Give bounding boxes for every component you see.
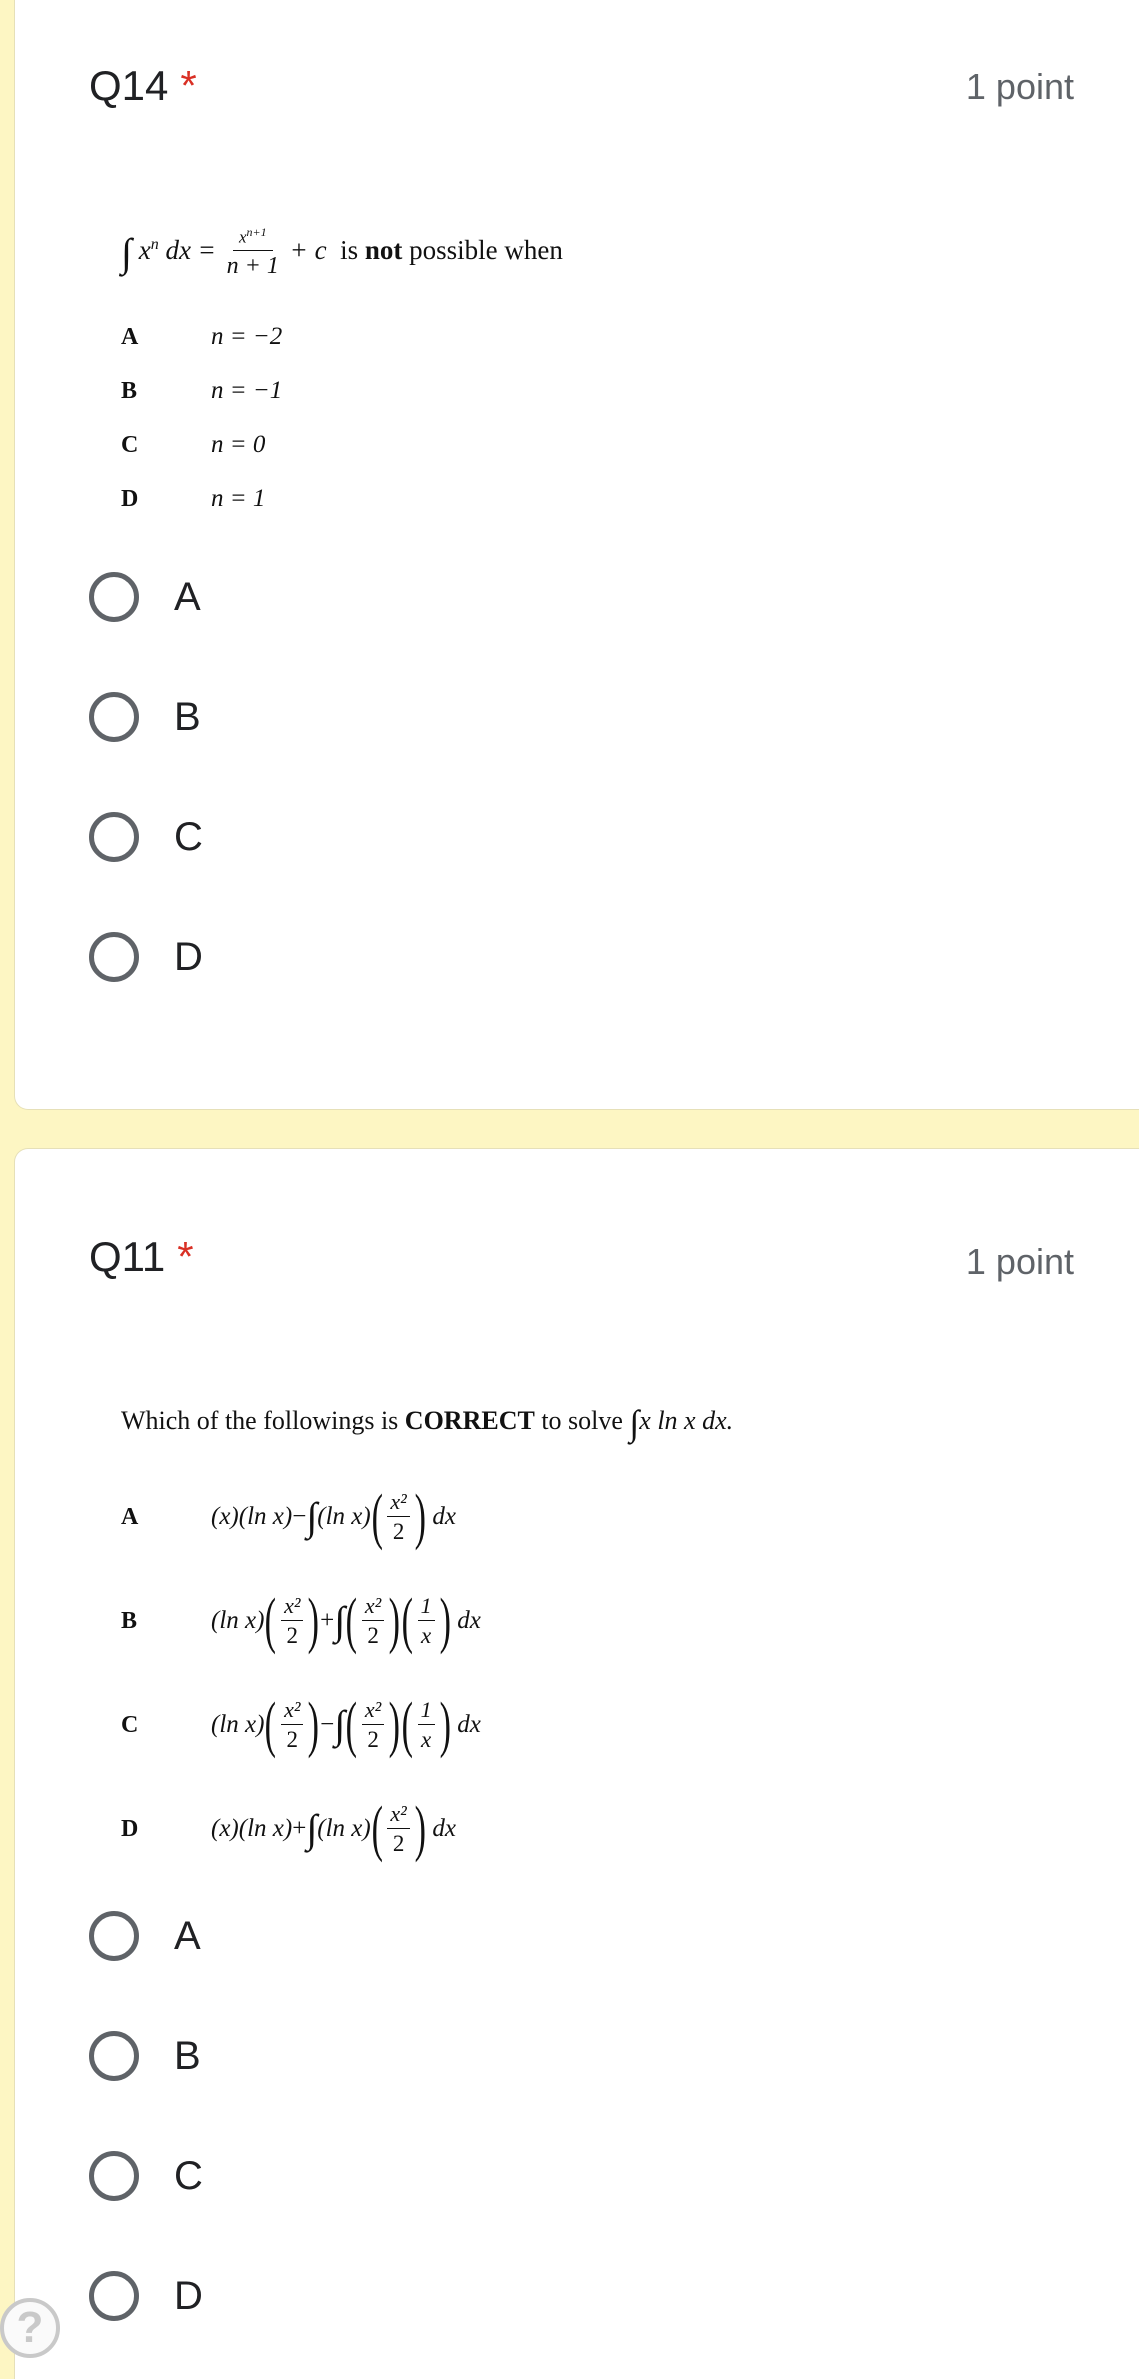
- fraction: $\frac{\text{x²}}{2}$: [281, 1594, 303, 1648]
- fraction: $\frac{\text{x²}}{2}$: [362, 1594, 384, 1648]
- option-row-a: A n = −2: [121, 323, 283, 350]
- choice-b[interactable]: B: [89, 692, 201, 742]
- option-row-b: B (ln x) ( $\frac{\text{x²}}{2}$ ) + ∫ ( $\frac{\text{x²}}{2}$ ) ( $\frac{1}{x}$ ) dx: [121, 1587, 481, 1655]
- radio-button[interactable]: [89, 692, 139, 742]
- question-number: Q11: [89, 1233, 166, 1280]
- choice-d[interactable]: D: [89, 2271, 203, 2321]
- question-title: [89, 62, 197, 110]
- choice-b[interactable]: B: [89, 2031, 201, 2081]
- help-icon[interactable]: ?: [0, 2298, 60, 2358]
- fraction: $\frac{\text{x²}}{2}$: [281, 1698, 303, 1752]
- radio-button[interactable]: [89, 1911, 139, 1961]
- radio-button[interactable]: [89, 2151, 139, 2201]
- radio-button[interactable]: [89, 572, 139, 622]
- radio-button[interactable]: [89, 2031, 139, 2081]
- question-statement-image: Which of the followings is CORRECT to solve ∫x ln x dx.: [121, 1403, 734, 1443]
- radio-button[interactable]: [89, 2271, 139, 2321]
- required-asterisk: *: [180, 62, 197, 109]
- fraction: $\frac{\text{x²}}{2}$: [387, 1490, 409, 1544]
- choice-a[interactable]: A: [89, 572, 201, 622]
- choice-c[interactable]: C: [89, 2151, 203, 2201]
- fraction: $\frac{\text{x²}}{2}$: [362, 1698, 384, 1752]
- option-row-b: B n = −1: [121, 377, 283, 404]
- question-number: Q14: [89, 62, 169, 109]
- question-points: 1 point: [965, 1241, 1074, 1282]
- question-card-q14: [14, 0, 1139, 1110]
- radio-button[interactable]: [89, 812, 139, 862]
- question-title: [89, 1233, 194, 1281]
- fraction: $\frac{1}{x}$: [418, 1594, 435, 1648]
- required-asterisk: *: [177, 1233, 194, 1280]
- fraction: $\frac{x^{n+1}}{n + 1}$: [226, 225, 279, 280]
- fraction: $\frac{1}{x}$: [418, 1698, 435, 1752]
- question-points: 1 point: [965, 66, 1074, 107]
- integral-sign: ∫: [121, 229, 132, 275]
- integral-sign: ∫: [629, 1403, 640, 1443]
- question-card-q11: [14, 1148, 1139, 2379]
- radio-button[interactable]: [89, 932, 139, 982]
- choice-c[interactable]: C: [89, 812, 203, 862]
- question-statement-image: ∫ $x^n$ dx = $\frac{x^{n+1}}{n + 1}$ + c is not possible when: [121, 225, 563, 280]
- option-row-c: C n = 0: [121, 431, 266, 458]
- option-row-c: C (ln x) ( $\frac{\text{x²}}{2}$ ) − ∫ ( $\frac{\text{x²}}{2}$ ) ( $\frac{1}{x}$ ) dx: [121, 1691, 481, 1759]
- choice-a[interactable]: A: [89, 1911, 201, 1961]
- option-row-a: A (x)(ln x) − ∫ (ln x) ( $\frac{\text{x²}}{2}$ ) dx: [121, 1483, 457, 1551]
- option-row-d: D (x)(ln x) + ∫ (ln x) ( $\frac{\text{x²}}{2}$ ) dx: [121, 1795, 457, 1863]
- choice-d[interactable]: D: [89, 932, 203, 982]
- fraction: $\frac{\text{x²}}{2}$: [387, 1802, 409, 1856]
- option-row-d: D n = 1: [121, 485, 266, 512]
